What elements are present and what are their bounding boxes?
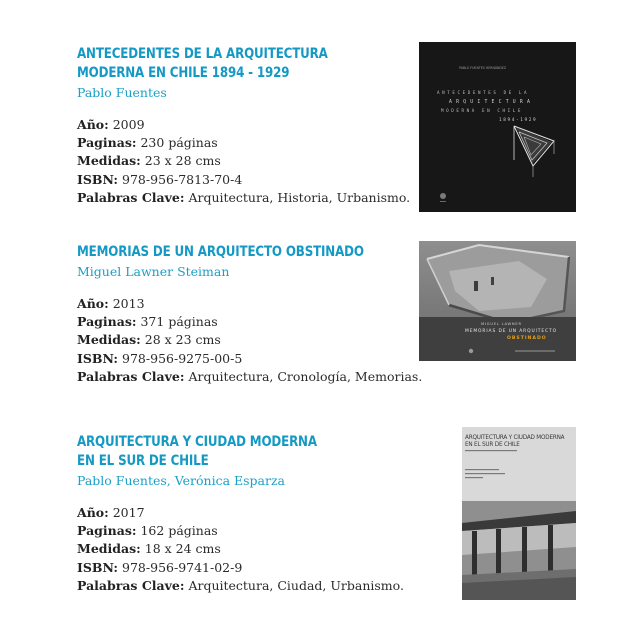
title-line: ANTECEDENTES DE LA ARQUITECTURA xyxy=(77,46,328,62)
book-author: Pablo Fuentes xyxy=(77,85,167,100)
detail-keywords: Palabras Clave: Arquitectura, Cronología, Memorias. xyxy=(77,368,423,384)
book-details xyxy=(77,504,407,595)
book-author: Miguel Lawner Steiman xyxy=(77,264,230,279)
book-author: Pablo Fuentes, Verónica Esparza xyxy=(77,473,286,488)
detail-size: Medidas: 18 x 24 cms xyxy=(77,541,221,557)
cover-line: EN EL SUR DE CHILE xyxy=(465,442,520,448)
cover-line: ANTECEDENTES DE LA xyxy=(437,90,530,95)
book-entry xyxy=(77,433,407,595)
detail-size: Medidas: 23 x 28 cms xyxy=(77,153,221,169)
title-line: ARQUITECTURA Y CIUDAD MODERNA xyxy=(77,434,317,450)
detail-pages: Paginas: 162 páginas xyxy=(77,523,218,539)
detail-keywords: Palabras Clave: Arquitectura, Ciudad, Urbanismo. xyxy=(77,577,404,593)
detail-size: Medidas: 28 x 23 cms xyxy=(77,332,221,348)
cover-line: ARQUITECTURA Y CIUDAD MODERNA xyxy=(465,435,565,441)
book-title xyxy=(77,243,405,262)
detail-year: Año: 2009 xyxy=(77,117,145,132)
book-cover-image xyxy=(462,427,576,600)
detail-isbn: ISBN: 978-956-9275-00-5 xyxy=(77,350,243,366)
title-line: MEMORIAS DE UN ARQUITECTO OBSTINADO xyxy=(77,244,364,260)
book-entry xyxy=(77,243,423,386)
detail-pages: Paginas: 371 páginas xyxy=(77,314,218,330)
detail-isbn: ISBN: 978-956-7813-70-4 xyxy=(77,171,243,187)
detail-year: Año: 2013 xyxy=(77,296,145,311)
cover-line: MEMORIAS DE UN ARQUITECTO xyxy=(465,329,557,334)
cover-author: MIGUEL LAWNER xyxy=(481,322,522,326)
book-title xyxy=(77,45,405,83)
cover-line: OBSTINADO xyxy=(507,336,547,341)
cover-line: MODERNA EN CHILE xyxy=(441,108,523,113)
title-line: EN EL SUR DE CHILE xyxy=(77,453,209,469)
cover-line: ARQUITECTURA xyxy=(449,100,535,105)
book-cover-image xyxy=(419,241,576,361)
cover-line: 1894-1929 xyxy=(499,118,538,123)
publisher-logo xyxy=(440,193,446,199)
title-line: MODERNA EN CHILE 1894 - 1929 xyxy=(77,65,290,81)
book-title xyxy=(77,433,405,471)
detail-keywords: Palabras Clave: Arquitectura, Historia, Urbanismo. xyxy=(77,189,411,205)
cover-author: PABLO FUENTES HERNÁNDEZ xyxy=(459,66,507,70)
book-cover-image xyxy=(419,42,576,212)
detail-isbn: ISBN: 978-956-9741-02-9 xyxy=(77,559,243,575)
detail-pages: Paginas: 230 páginas xyxy=(77,135,218,151)
publisher-logo xyxy=(469,349,473,353)
book-details xyxy=(77,116,411,207)
book-details xyxy=(77,295,423,386)
detail-year: Año: 2017 xyxy=(77,505,145,520)
book-entry xyxy=(77,45,411,207)
cover-photo xyxy=(462,501,576,600)
